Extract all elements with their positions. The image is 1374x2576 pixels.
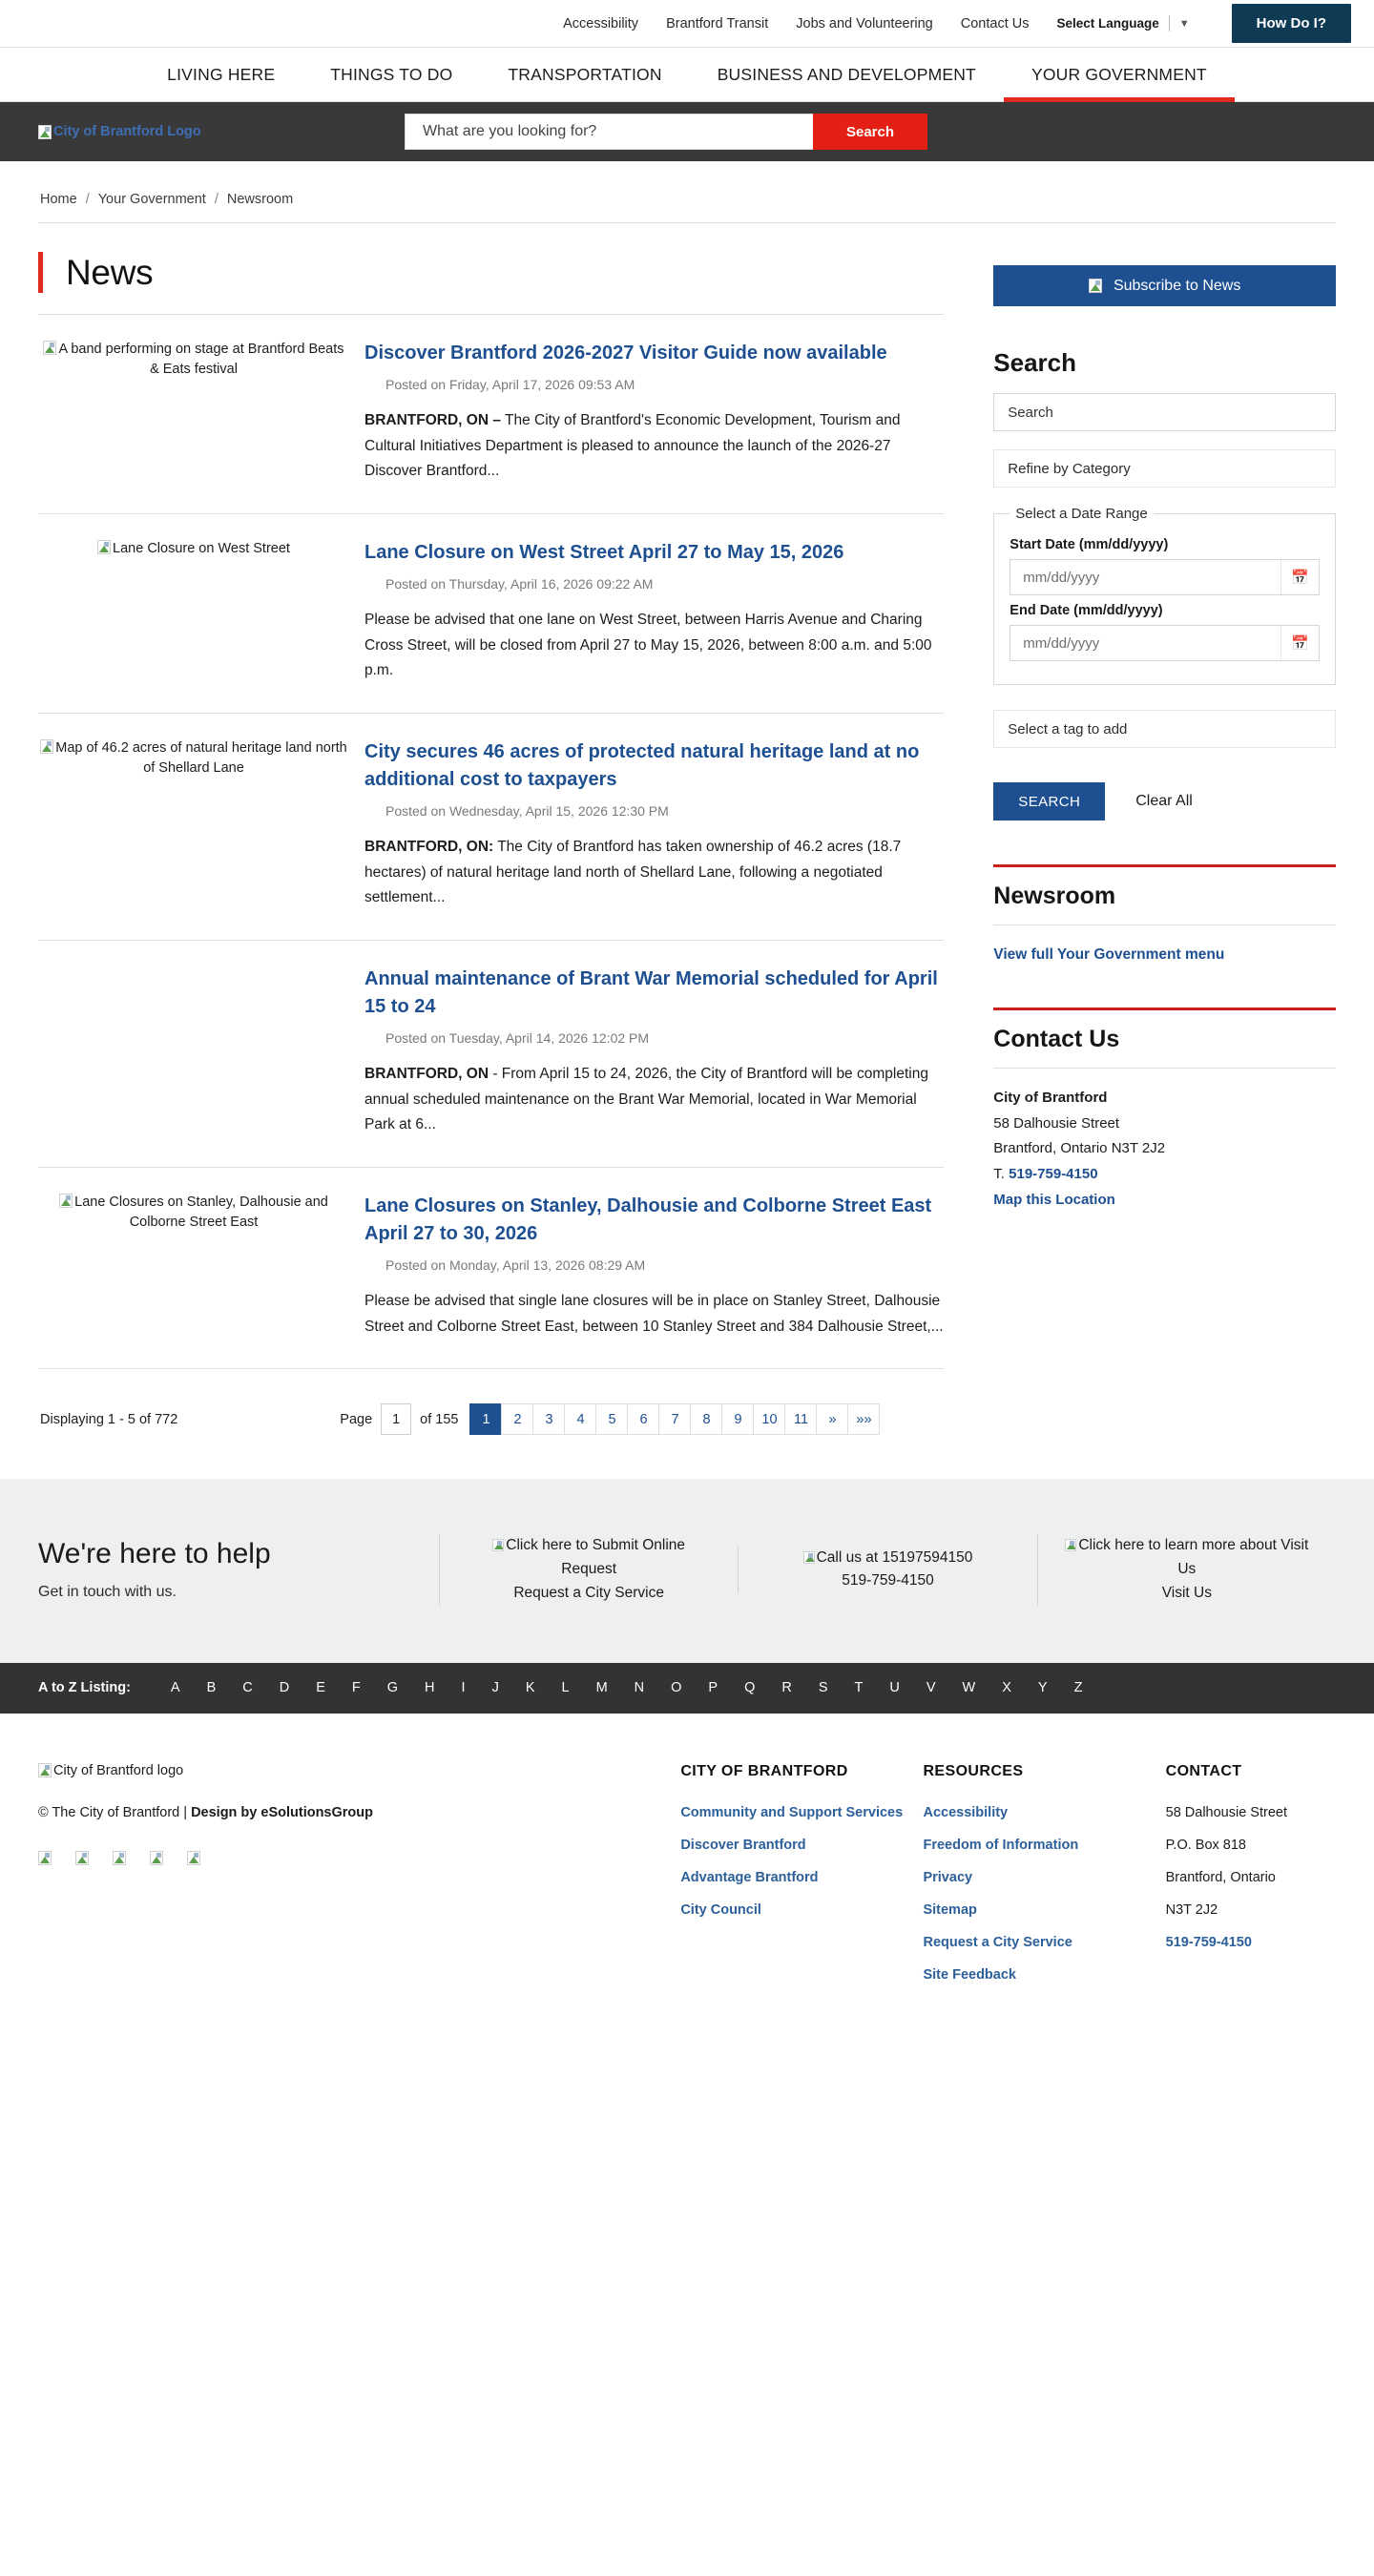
footer-link-site-feedback[interactable]: Site Feedback bbox=[923, 1966, 1016, 1983]
pagination-page-2[interactable]: 2 bbox=[501, 1403, 533, 1435]
pagination-next-button[interactable]: » bbox=[816, 1403, 848, 1435]
broken-image-icon bbox=[38, 125, 52, 139]
news-body bbox=[363, 966, 944, 1138]
news-excerpt-lead: BRANTFORD, ON bbox=[364, 1065, 489, 1082]
main-navigation bbox=[0, 48, 1374, 102]
footer-contact-postal-code: N3T 2J2 bbox=[1165, 1901, 1218, 1918]
help-card-label: 519-759-4150 bbox=[842, 1572, 934, 1589]
broken-image-icon bbox=[187, 1851, 200, 1865]
news-thumbnail-alt: Lane Closure on West Street bbox=[113, 540, 290, 556]
footer-copyright bbox=[38, 1805, 680, 1820]
broken-image-icon bbox=[803, 1551, 815, 1564]
help-band bbox=[0, 1479, 1374, 1662]
contact-phone-row bbox=[993, 1162, 1336, 1188]
footer-link-discover-brantford[interactable]: Discover Brantford bbox=[680, 1837, 806, 1853]
pagination-last-button[interactable]: »» bbox=[847, 1403, 880, 1435]
help-card-request-a-city-service[interactable] bbox=[439, 1534, 738, 1605]
broken-image-icon bbox=[97, 540, 111, 554]
az-letter-c[interactable]: C bbox=[242, 1680, 253, 1696]
footer-contact-street: 58 Dalhousie Street bbox=[1165, 1804, 1287, 1820]
az-letter-l[interactable]: L bbox=[561, 1680, 570, 1696]
sidebar-search-input[interactable] bbox=[993, 393, 1336, 431]
section-divider-red bbox=[993, 864, 1336, 867]
help-card-label: Request a City Service bbox=[513, 1584, 664, 1601]
az-letter-w[interactable]: W bbox=[962, 1680, 976, 1696]
page-container bbox=[0, 161, 1374, 1435]
broken-image-icon bbox=[1089, 279, 1102, 293]
pagination-page-5[interactable]: 5 bbox=[595, 1403, 628, 1435]
section-divider bbox=[993, 1068, 1336, 1069]
help-card-label: Visit Us bbox=[1161, 1584, 1212, 1601]
help-band-subheading: Get in touch with us. bbox=[38, 1584, 177, 1601]
pagination-page-6[interactable]: 6 bbox=[627, 1403, 659, 1435]
section-divider bbox=[993, 924, 1336, 925]
news-list-item bbox=[38, 714, 944, 941]
news-thumbnail[interactable] bbox=[38, 340, 363, 485]
social-icon-5[interactable] bbox=[187, 1851, 202, 1867]
end-date-field bbox=[1010, 625, 1320, 661]
news-title-link[interactable]: Lane Closures on Stanley, Dalhousie and Colborne Street East April 27 to 30, 2026 bbox=[364, 1195, 932, 1244]
site-footer bbox=[0, 1714, 1374, 2057]
topbar-link-jobs-and-volunteering[interactable]: Jobs and Volunteering bbox=[796, 15, 933, 31]
contact-phone-prefix: T. bbox=[993, 1166, 1010, 1183]
footer-social-links bbox=[38, 1851, 680, 1867]
refine-by-category-label: Refine by Category bbox=[1008, 460, 1131, 477]
news-excerpt-text: Please be advised that one lane on West Street, between Harris Avenue and Charing Cross Street, will be closed from April 27 to May 15, 2026, between 8:00 a.m. and 5:00 p.m. bbox=[364, 611, 932, 679]
footer-link-freedom-of-information[interactable]: Freedom of Information bbox=[923, 1837, 1079, 1853]
footer-logo[interactable] bbox=[38, 1763, 680, 1778]
pagination-page-input[interactable] bbox=[381, 1403, 411, 1435]
social-icon-2[interactable] bbox=[75, 1851, 91, 1867]
footer-logo-alt: City of Brantford logo bbox=[53, 1762, 184, 1778]
social-icon-3[interactable] bbox=[113, 1851, 128, 1867]
help-card-alt: Click here to Submit Online Request bbox=[506, 1537, 686, 1577]
pagination-page-1[interactable]: 1 bbox=[469, 1403, 502, 1435]
sidebar-search-placeholder: Search bbox=[1008, 404, 1053, 421]
pagination bbox=[38, 1369, 944, 1435]
nav-item-business-and-development[interactable]: BUSINESS AND DEVELOPMENT bbox=[717, 64, 976, 84]
nav-item-things-to-do[interactable]: THINGS TO DO bbox=[330, 64, 453, 84]
news-thumbnail-alt: Lane Closures on Stanley, Dalhousie and Colborne Street East bbox=[74, 1194, 328, 1230]
help-card-call-us[interactable] bbox=[738, 1547, 1036, 1594]
az-letter-b[interactable]: B bbox=[206, 1680, 217, 1696]
az-letter-y[interactable]: Y bbox=[1037, 1680, 1048, 1696]
header-search-button[interactable]: Search bbox=[813, 114, 927, 150]
az-letter-r[interactable]: R bbox=[781, 1680, 792, 1696]
az-letter-n[interactable]: N bbox=[634, 1680, 645, 1696]
footer-brand bbox=[38, 1763, 680, 2000]
news-posted-date: Posted on Tuesday, April 14, 2026 12:02 PM bbox=[385, 1029, 650, 1046]
broken-image-icon bbox=[38, 1763, 52, 1777]
subscribe-to-news-button[interactable] bbox=[993, 265, 1336, 306]
az-letter-o[interactable]: O bbox=[671, 1680, 682, 1696]
news-title-link[interactable]: Discover Brantford 2026-2027 Visitor Guide now available bbox=[364, 343, 887, 364]
news-body bbox=[363, 738, 944, 911]
news-posted-date: Posted on Thursday, April 16, 2026 09:22 AM bbox=[385, 575, 654, 592]
language-divider bbox=[1169, 15, 1170, 31]
pagination-count: Displaying 1 - 5 of 772 bbox=[40, 1411, 178, 1427]
az-letter-j[interactable]: J bbox=[491, 1680, 499, 1696]
help-card-alt: Call us at 15197594150 bbox=[816, 1548, 973, 1566]
start-date-label: Start Date (mm/dd/yyyy) bbox=[1010, 537, 1169, 552]
top-utility-bar bbox=[0, 0, 1374, 48]
az-letter-a[interactable]: A bbox=[170, 1680, 180, 1696]
footer-copyright-text: © The City of Brantford | bbox=[38, 1804, 192, 1820]
news-excerpt-text: Please be advised that single lane closures will be in place on Stanley Street, Dalhousie Street and Colborne Street East, between 10 Stanley Street and 384 Dalhousie Street,... bbox=[364, 1292, 944, 1335]
pagination-controls bbox=[340, 1403, 880, 1435]
end-date-input[interactable] bbox=[1010, 626, 1280, 660]
az-letter-z[interactable]: Z bbox=[1073, 1680, 1083, 1696]
az-letter-d[interactable]: D bbox=[279, 1680, 290, 1696]
header-search-input[interactable] bbox=[405, 114, 813, 150]
end-date-label: End Date (mm/dd/yyyy) bbox=[1010, 603, 1163, 618]
social-icon-1[interactable] bbox=[38, 1851, 53, 1867]
broken-image-icon bbox=[113, 1851, 126, 1865]
footer-column-heading: CITY OF BRANTFORD bbox=[680, 1762, 848, 1779]
news-excerpt-text: The City of Brantford has taken ownership of 46.2 acres (18.7 hectares) of natural heritage land north of Shellard Lane, following a negotiated settlement... bbox=[364, 838, 902, 906]
contact-street: 58 Dalhousie Street bbox=[993, 1114, 1120, 1132]
main-column bbox=[38, 252, 944, 1435]
news-posted-date: Posted on Friday, April 17, 2026 09:53 AM bbox=[385, 377, 635, 392]
breadcrumb-separator: / bbox=[214, 192, 219, 207]
language-selector-label: Select Language bbox=[1056, 16, 1159, 31]
footer-contact-po-box: P.O. Box 818 bbox=[1165, 1837, 1246, 1853]
news-excerpt-lead: BRANTFORD, ON: bbox=[364, 838, 494, 855]
news-title-link[interactable]: Annual maintenance of Brant War Memorial scheduled for April 15 to 24 bbox=[364, 967, 938, 1017]
a-to-z-label: A to Z Listing: bbox=[38, 1680, 131, 1696]
news-posted-date: Posted on Wednesday, April 15, 2026 12:30 PM bbox=[385, 802, 669, 819]
az-letter-h[interactable]: H bbox=[425, 1680, 435, 1696]
calendar-icon[interactable]: 📅 bbox=[1280, 626, 1319, 660]
header-search bbox=[405, 114, 927, 150]
topbar-link-brantford-transit[interactable]: Brantford Transit bbox=[666, 15, 769, 31]
chevron-down-icon: ▼ bbox=[1178, 17, 1190, 30]
help-band-heading: We're here to help bbox=[38, 1538, 271, 1570]
pagination-page-10[interactable]: 10 bbox=[753, 1403, 785, 1435]
date-range-legend: Select a Date Range bbox=[1015, 506, 1148, 522]
page-title: News bbox=[66, 252, 154, 292]
broken-image-icon bbox=[1065, 1539, 1076, 1551]
news-thumbnail[interactable] bbox=[38, 966, 363, 1138]
az-letter-g[interactable]: G bbox=[386, 1680, 399, 1696]
az-letter-q[interactable]: Q bbox=[744, 1680, 756, 1696]
news-excerpt bbox=[364, 1289, 944, 1340]
breadcrumb-your-government[interactable]: Your Government bbox=[97, 192, 206, 207]
sidebar-contact-details bbox=[993, 1086, 1336, 1213]
news-excerpt-text: The City of Brantford's Economic Development, Tourism and Cultural Initiatives Department is pleased to announce the launch of the 2026-27 Discover Brantford... bbox=[364, 412, 901, 480]
start-date-input[interactable] bbox=[1010, 560, 1280, 594]
footer-contact-city: Brantford, Ontario bbox=[1165, 1869, 1276, 1885]
breadcrumb-home[interactable]: Home bbox=[40, 192, 77, 207]
broken-image-icon bbox=[492, 1539, 504, 1551]
social-icon-4[interactable] bbox=[150, 1851, 165, 1867]
footer-design-by: Design by eSolutionsGroup bbox=[191, 1804, 373, 1820]
footer-column-heading: RESOURCES bbox=[923, 1762, 1024, 1779]
broken-image-icon bbox=[59, 1194, 73, 1208]
news-thumbnail[interactable] bbox=[38, 738, 363, 911]
tag-select-label: Select a tag to add bbox=[1008, 720, 1128, 737]
broken-image-icon bbox=[75, 1851, 89, 1865]
az-letter-f[interactable]: F bbox=[351, 1680, 361, 1696]
site-header bbox=[0, 102, 1374, 161]
footer-column-contact bbox=[1166, 1763, 1336, 2000]
news-body bbox=[363, 1193, 944, 1340]
news-thumbnail[interactable] bbox=[38, 1193, 363, 1340]
news-excerpt-text: - From April 15 to 24, 2026, the City of Brantford will be completing annual scheduled maintenance on the Brant War Memorial, located in War Memorial Park at 6... bbox=[364, 1065, 928, 1133]
view-full-government-menu-link[interactable]: View full Your Government menu bbox=[993, 946, 1225, 963]
site-logo[interactable] bbox=[38, 124, 401, 139]
breadcrumb bbox=[38, 161, 1336, 223]
title-accent-bar bbox=[38, 252, 43, 293]
how-do-i-button[interactable]: How Do I? bbox=[1232, 4, 1351, 43]
sidebar-contact-heading: Contact Us bbox=[993, 1026, 1120, 1052]
sidebar-search-actions bbox=[993, 782, 1336, 821]
az-letter-m[interactable]: M bbox=[595, 1680, 608, 1696]
news-list-item bbox=[38, 315, 944, 514]
news-title-link[interactable]: City secures 46 acres of protected natural heritage land at no additional cost to taxpayers bbox=[364, 740, 920, 790]
az-letter-s[interactable]: S bbox=[818, 1680, 828, 1696]
calendar-icon[interactable]: 📅 bbox=[1280, 560, 1319, 594]
breadcrumb-newsroom: Newsroom bbox=[226, 192, 294, 207]
footer-link-advantage-brantford[interactable]: Advantage Brantford bbox=[680, 1869, 819, 1885]
sidebar-search-heading: Search bbox=[993, 348, 1077, 377]
footer-link-privacy[interactable]: Privacy bbox=[923, 1869, 973, 1885]
az-letter-e[interactable]: E bbox=[316, 1680, 325, 1696]
date-range-fieldset bbox=[993, 506, 1336, 685]
section-divider-red bbox=[993, 1008, 1336, 1010]
nav-item-your-government[interactable]: YOUR GOVERNMENT bbox=[1004, 48, 1235, 101]
sidebar bbox=[993, 252, 1336, 1435]
broken-image-icon bbox=[43, 341, 56, 355]
clear-all-button[interactable]: Clear All bbox=[1130, 792, 1198, 811]
help-card-visit-us[interactable] bbox=[1037, 1534, 1336, 1605]
news-thumbnail[interactable] bbox=[38, 539, 363, 684]
broken-image-icon bbox=[38, 1851, 52, 1865]
subscribe-to-news-label: Subscribe to News bbox=[1113, 277, 1241, 294]
content-columns bbox=[38, 223, 1336, 1435]
footer-link-community-and-support-services[interactable]: Community and Support Services bbox=[680, 1804, 904, 1820]
refine-by-category-select[interactable] bbox=[993, 449, 1336, 488]
language-selector[interactable] bbox=[1056, 15, 1189, 31]
help-card-alt: Click here to learn more about Visit Us bbox=[1078, 1537, 1309, 1577]
pagination-page-9[interactable]: 9 bbox=[721, 1403, 754, 1435]
pagination-page-list bbox=[470, 1403, 880, 1435]
news-list-item bbox=[38, 941, 944, 1168]
a-to-z-listing-bar bbox=[0, 1663, 1374, 1714]
news-excerpt bbox=[364, 835, 944, 911]
tag-select[interactable] bbox=[993, 710, 1336, 748]
footer-link-request-a-city-service[interactable]: Request a City Service bbox=[923, 1934, 1072, 1950]
footer-column-resources bbox=[923, 1763, 1165, 2000]
contact-org-name: City of Brantford bbox=[993, 1090, 1108, 1106]
sidebar-newsroom-heading: Newsroom bbox=[993, 883, 1116, 909]
news-list-item bbox=[38, 514, 944, 714]
news-posted-date: Posted on Monday, April 13, 2026 08:29 AM bbox=[385, 1257, 646, 1273]
news-title bbox=[364, 738, 944, 794]
contact-phone-link[interactable]: 519-759-4150 bbox=[1009, 1166, 1098, 1183]
page-title-block bbox=[38, 252, 944, 315]
footer-column-city-of-brantford bbox=[680, 1763, 923, 2000]
pagination-page-7[interactable]: 7 bbox=[658, 1403, 691, 1435]
pagination-page-11[interactable]: 11 bbox=[784, 1403, 817, 1435]
az-letter-x[interactable]: X bbox=[1002, 1680, 1011, 1696]
az-letter-t[interactable]: T bbox=[854, 1680, 864, 1696]
az-letter-i[interactable]: I bbox=[461, 1680, 466, 1696]
map-this-location-link[interactable]: Map this Location bbox=[993, 1191, 1115, 1208]
footer-contact-phone[interactable]: 519-759-4150 bbox=[1165, 1934, 1252, 1950]
topbar-link-contact-us[interactable]: Contact Us bbox=[960, 15, 1030, 31]
news-title bbox=[364, 966, 944, 1021]
broken-image-icon bbox=[150, 1851, 163, 1865]
az-letter-u[interactable]: U bbox=[889, 1680, 900, 1696]
pagination-page-3[interactable]: 3 bbox=[532, 1403, 565, 1435]
news-excerpt bbox=[364, 1062, 944, 1138]
nav-item-transportation[interactable]: TRANSPORTATION bbox=[508, 64, 662, 84]
broken-image-icon bbox=[40, 739, 53, 754]
pagination-page-8[interactable]: 8 bbox=[690, 1403, 722, 1435]
news-title bbox=[364, 1193, 944, 1248]
az-letter-k[interactable]: K bbox=[525, 1680, 535, 1696]
news-title bbox=[364, 340, 944, 367]
start-date-field bbox=[1010, 559, 1320, 595]
news-list-item bbox=[38, 1168, 944, 1369]
help-band-intro bbox=[38, 1538, 439, 1601]
topbar-link-accessibility[interactable]: Accessibility bbox=[563, 15, 639, 31]
sidebar-search-button[interactable]: SEARCH bbox=[993, 782, 1105, 821]
news-body bbox=[363, 539, 944, 684]
pagination-total-pages: of 155 bbox=[420, 1411, 459, 1427]
news-excerpt bbox=[364, 608, 944, 684]
news-thumbnail-alt: A band performing on stage at Brantford Beats & Eats festival bbox=[58, 342, 344, 378]
site-logo-alt-text: City of Brantford Logo bbox=[53, 124, 201, 139]
nav-item-living-here[interactable]: LIVING HERE bbox=[167, 64, 276, 84]
footer-link-accessibility[interactable]: Accessibility bbox=[923, 1804, 1009, 1820]
footer-column-heading: CONTACT bbox=[1165, 1762, 1242, 1779]
news-thumbnail-alt: Map of 46.2 acres of natural heritage land north of Shellard Lane bbox=[55, 739, 347, 776]
news-title bbox=[364, 539, 944, 567]
contact-city: Brantford, Ontario N3T 2J2 bbox=[993, 1140, 1166, 1157]
pagination-page-4[interactable]: 4 bbox=[564, 1403, 596, 1435]
az-letter-p[interactable]: P bbox=[708, 1680, 718, 1696]
news-excerpt bbox=[364, 408, 944, 485]
az-letter-v[interactable]: V bbox=[926, 1680, 936, 1696]
news-excerpt-lead: BRANTFORD, ON – bbox=[364, 412, 501, 428]
footer-link-city-council[interactable]: City Council bbox=[680, 1901, 761, 1918]
footer-link-sitemap[interactable]: Sitemap bbox=[923, 1901, 977, 1918]
news-body bbox=[363, 340, 944, 485]
news-title-link[interactable]: Lane Closure on West Street April 27 to May 15, 2026 bbox=[364, 541, 844, 563]
pagination-page-label: Page bbox=[340, 1411, 373, 1427]
top-utility-links bbox=[563, 0, 1215, 47]
breadcrumb-separator: / bbox=[85, 192, 90, 207]
